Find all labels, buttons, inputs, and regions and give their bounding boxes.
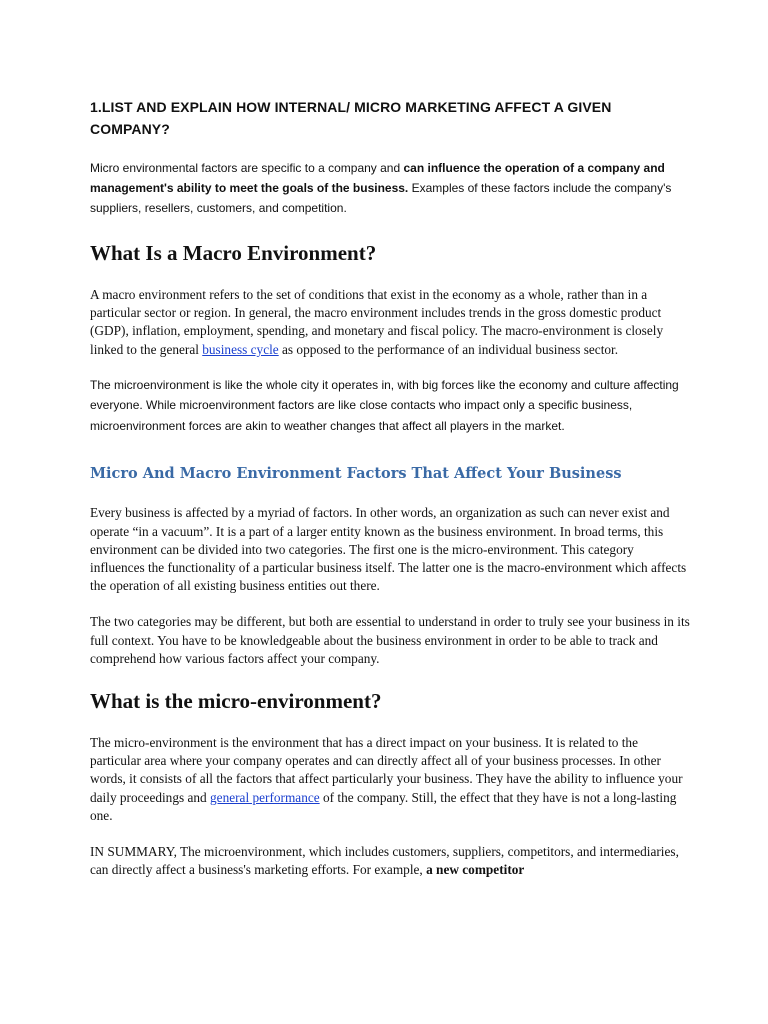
- intro-paragraph: [90, 158, 690, 218]
- question-heading-line2: COMPANY?: [90, 121, 170, 137]
- question-heading: [90, 96, 690, 140]
- general-performance-link[interactable]: general performance: [210, 789, 320, 805]
- summary-paragraph: [90, 843, 690, 879]
- heading-macro-environment: What Is a Macro Environment?: [90, 241, 377, 265]
- micro-text-2: of the company. Still, the effect that they have is not a long-lasting one.: [90, 789, 677, 823]
- macro-text-2: as opposed to the performance of an individual business sector.: [278, 341, 619, 357]
- micro-city-paragraph: The microenvironment is like the whole city it operates in, with big forces like the economy and culture affecting everyone. While microenvironment factors are like close contacts who impact only a specific business, microenvironment forces are akin to weather changes that affect all players in the market.: [90, 377, 679, 433]
- business-cycle-link[interactable]: business cycle: [202, 341, 279, 357]
- macro-paragraph: [90, 286, 690, 359]
- page-content: [90, 96, 690, 879]
- intro-bold-text: can influence the operation of a company and management's ability to meet the goals of the business.: [90, 161, 665, 195]
- summary-text: IN SUMMARY, The microenvironment, which includes customers, suppliers, competitors, and intermediaries, can directly affect a business's marketing efforts. For example,: [90, 843, 679, 878]
- micro-text-1: The micro-environment is the environment that has a direct impact on your business. It is related to the particular area where your company operates and can directly affect all of your business processes. In other words, it consists of all the factors that affect particularly your business. They have the ability to influence your daily proceedings and: [90, 734, 683, 805]
- factors-paragraph-1: Every business is affected by a myriad of factors. In other words, an organization as such can never exist and operate “in a vacuum”. It is a part of a larger entity known as the business environment. In broad terms, this environment can be divided into two categories. The first one is the micro-environment. This category influences the functionality of a particular business itself. The latter one is the macro-environment which affects the operation of all existing business entities out there.: [90, 505, 687, 594]
- intro-text-2: Examples of these factors include the company's suppliers, resellers, customers, and competition.: [90, 181, 672, 215]
- heading-factors: Micro And Macro Environment Factors That Affect Your Business: [90, 465, 622, 483]
- summary-bold-text: a new competitor: [426, 862, 525, 878]
- question-heading-line1: 1.LIST AND EXPLAIN HOW INTERNAL/ MICRO MARKETING AFFECT A GIVEN: [90, 99, 612, 115]
- factors-paragraph-2: The two categories may be different, but both are essential to understand in order to truly see your business in its full context. You have to be knowledgeable about the business environment in order to be able to track and comprehend how various factors affect your company.: [90, 614, 690, 666]
- macro-text-1: A macro environment refers to the set of conditions that exist in the economy as a whole, rather than in a particular sector or region. In general, the macro environment includes trends in the gross domestic product (GDP), inflation, employment, spending, and monetary and fiscal policy. The macro-environment is closely linked to the general: [90, 287, 664, 357]
- heading-micro-environment: What is the micro-environment?: [90, 688, 382, 713]
- intro-text-1: Micro environmental factors are specific to a company and: [90, 161, 404, 175]
- micro-paragraph: [90, 734, 690, 825]
